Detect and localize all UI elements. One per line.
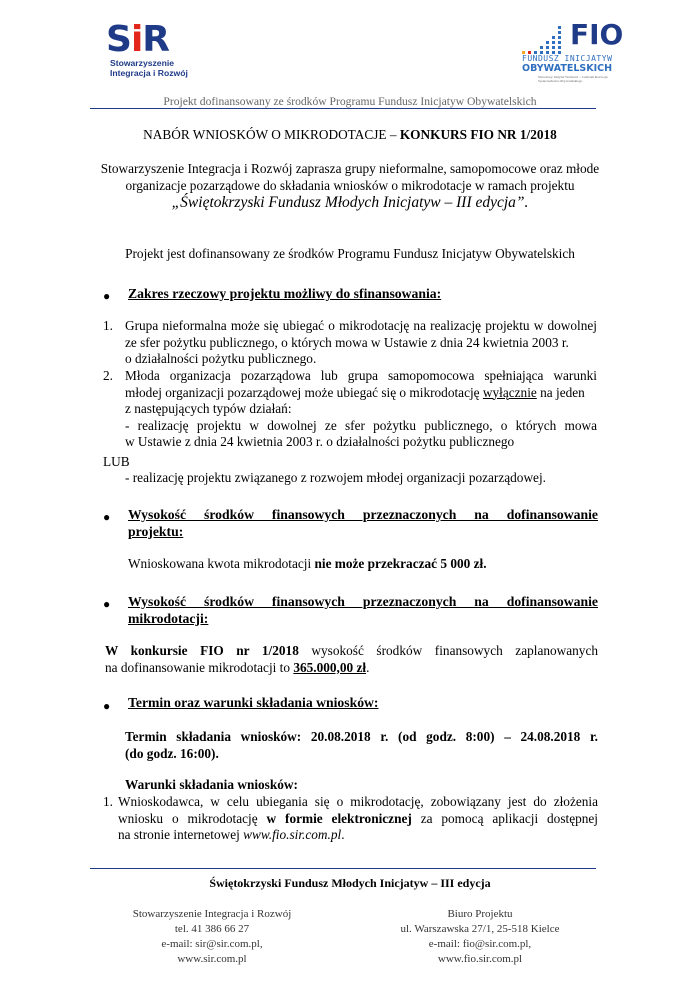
section1-bullet: ●	[103, 289, 111, 303]
section3-bullet: ●	[103, 597, 111, 611]
footer-left-email[interactable]: e-mail: sir@sir.com.pl,	[161, 938, 263, 950]
section4-bullet: ●	[103, 699, 111, 713]
section2-heading: Wysokość środków finansowych przeznaczonych na dofinansowanie projektu:	[128, 507, 598, 539]
section1-heading: Zakres rzeczowy projektu możliwy do sfinansowania:	[128, 286, 442, 301]
project-note: Projekt jest dofinansowany ze środków Programu Fundusz Inicjatyw Obywatelskich	[125, 246, 575, 261]
fio-logo-line2: OBYWATELSKICH	[522, 63, 613, 74]
header-note: Projekt dofinansowany ze środków Programu Fundusz Inicjatyw Obywatelskich	[163, 95, 537, 108]
sir-logo-line1: Stowarzyszenie	[110, 58, 174, 68]
section4-conditions-title: Warunki składania wniosków:	[125, 777, 298, 792]
footer-divider	[90, 868, 596, 869]
intro-project-name: „Świętokrzyski Fundusz Młodych Inicjatyw – III edycja”.	[171, 194, 529, 211]
fio-logo-line1: FUNDUSZ INICJATYW	[522, 54, 613, 63]
section4-cond1: Wnioskodawca, w celu ubiegania się o mikrodotację, zobowiązany jest do złożenia wniosku o mikrodotację w formie elektronicznej za pomocą aplikacji dostępnej na stronie internetowej www.fio.sir.com.pl.	[118, 794, 598, 842]
page-title: NABÓR WNIOSKÓW O MIKRODOTACJE – KONKURS FIO NR 1/2018	[143, 127, 557, 142]
sir-logo-line2: Integracja i Rozwój	[110, 68, 188, 78]
section1-item2: Młoda organizacja pozarządowa lub grupa samopomocowa spełniająca warunki młodej organizacji pozarządowej może ubiegać się o mikrodotację wyłącznie na jeden z następujących typów działań: - realizację projektu w dowolnej ze sfer pożytku publicznego, o których mowa w Ustawie z dnia 24 kwietnia 2003 r. o działalności pożytku publicznego	[125, 368, 597, 449]
section3-heading: Wysokość środków finansowych przeznaczonych na dofinansowanie mikrodotacji:	[128, 594, 598, 626]
section1-lub-line: - realizację projektu związanego z rozwojem młodej organizacji pozarządowej.	[125, 470, 546, 485]
fio-logo-line3: Narodowy Instytut Wolności – Centrum Rozwoju Społeczeństwa Obywatelskiego	[538, 75, 608, 83]
footer-right-website[interactable]: www.fio.sir.com.pl	[437, 953, 523, 965]
section1-item1-number: 1.	[103, 318, 113, 333]
header-divider	[90, 108, 596, 109]
section1-lub: LUB	[103, 454, 130, 469]
section2-text: Wnioskowana kwota mikrodotacji nie może przekraczać 5 000 zł.	[128, 556, 487, 571]
fio-wordmark: FIO	[570, 18, 624, 51]
section2-bullet: ●	[103, 510, 111, 524]
website-link[interactable]: www.fio.sir.com.pl	[243, 827, 342, 842]
sir-logo	[106, 19, 206, 82]
fio-logo	[518, 18, 628, 83]
sir-wordmark: SiR	[106, 19, 170, 60]
fio-dots-icon	[518, 26, 566, 56]
section3-text: W konkursie FIO nr 1/2018 wysokość środków finansowych zaplanowanych na dofinansowanie mikrodotacji to 365.000,00 zł.	[105, 643, 599, 675]
footer-left-website[interactable]: www.sir.com.pl	[177, 953, 247, 965]
footer-right: Biuro Projektu ul. Warszawska 27/1, 25-518 Kielce e-mail: fio@sir.com.pl, www.fio.sir.com.pl	[360, 907, 600, 967]
footer-left: Stowarzyszenie Integracja i Rozwój tel. 41 386 66 27 e-mail: sir@sir.com.pl, www.sir.com.pl	[90, 907, 334, 967]
intro-text: Stowarzyszenie Integracja i Rozwój zaprasza grupy nieformalne, samopomocowe oraz młode organizacje pozarządowe do składania wniosków o mikrodotacje w ramach projektu	[100, 161, 600, 193]
section1-item2-number: 2.	[103, 368, 113, 383]
footer-right-email[interactable]: e-mail: fio@sir.com.pl,	[428, 938, 532, 950]
section4-cond1-number: 1.	[103, 794, 113, 809]
intro-paragraph	[100, 160, 600, 211]
section4-deadline: Termin składania wniosków: 20.08.2018 r. (od godz. 8:00) – 24.08.2018 r. (do godz. 16:00).	[125, 729, 598, 761]
section1-item1: Grupa nieformalna może się ubiegać o mikrodotację na realizację projektu w dowolnej ze sfer pożytku publicznego, o których mowa w Ustawie z dnia 24 kwietnia 2003 r. o działalności pożytku publicznego.	[125, 318, 597, 366]
footer-title: Świętokrzyski Fundusz Młodych Inicjatyw – III edycja	[209, 876, 491, 890]
section4-heading: Termin oraz warunki składania wniosków:	[128, 695, 379, 710]
